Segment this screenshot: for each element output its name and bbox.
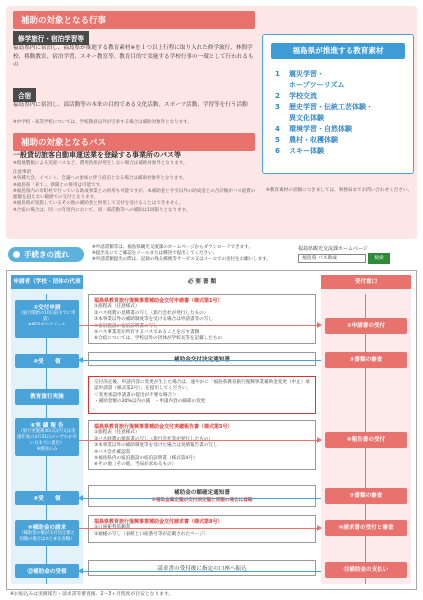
website-search-input[interactable]: 福島県 バス助成 xyxy=(298,254,366,263)
arrow-apply xyxy=(79,325,321,326)
step-2-intake: ②申請書の受付 xyxy=(325,318,407,334)
edu-item: 4 環境学習・自然体験 xyxy=(275,125,352,133)
footer-note: ※お振込みは実績報告・請求書等審査後、2～3ヶ月程度が目安となります。 xyxy=(10,592,174,597)
camp-subheading: 合宿 xyxy=(13,88,36,102)
step-9-claim: ⑨補助金の請求 （補助金の額が交付決定額と同額の場合は⑦と⑧を省略） xyxy=(15,520,79,546)
step-4-receipt: ④受 領 xyxy=(15,354,79,368)
documents-column-header: 必 要 書 類 xyxy=(187,279,217,285)
eligible-bus-heading: 補助の対象となるバス xyxy=(13,133,255,151)
step-7-review: ⑦書類の審査 xyxy=(325,488,407,504)
step-10-intake: ⑩請求書の受付と審査 xyxy=(325,520,407,536)
edu-item: 1 震災学習・ xyxy=(275,70,324,78)
edu-item: 5 農村・収穫体験 xyxy=(275,136,338,144)
edu-item: 2 学校交流 xyxy=(275,92,317,100)
camp-text: 福島県内に宿泊し、部活動等の本来の目的である文化活動、スポーツ活動、学習等を行う活動 xyxy=(13,102,248,108)
edu-item: 6 スキー体験 xyxy=(275,147,324,155)
step-8-receipt: ⑧受 領 xyxy=(15,491,79,505)
eligible-events-heading: 補助の対象となる行事 xyxy=(13,11,255,29)
edu-materials-note: ※教育素材の詳細につきましては、事務局までお問い合わせください。 xyxy=(266,188,413,193)
eligible-bus-note: ※現地製税による送迎バスなど、費用負担が発生しない場合は補助対象外となります。 xyxy=(13,161,188,166)
trip-execution: 教育旅行実施 xyxy=(15,389,79,405)
decision-notice: 補助金交付決定通知書 xyxy=(88,352,316,366)
amount-notice: 補助金の額確定通知書 ※補助金確定額が交付決定額と同額の場合は省略 xyxy=(88,485,316,507)
payment-text: 請求書の受付後に指定の口座へ振込 xyxy=(88,560,316,576)
applicant-column-header: 申請者（学校・団体の代表 xyxy=(11,275,83,289)
arrow-amount xyxy=(79,498,321,499)
step-6-intake: ⑥報告書の受付 xyxy=(325,432,407,448)
edu-item: 3 歴史学習・伝統工芸体験・ xyxy=(275,103,373,111)
school-trip-text: 福島県内に宿泊し、福島県が推進する教育素材※を１つ以上行程に取り入れた修学旅行、林間学校、移動教室、宿泊学習、スキー教室等、教育目的で実施する学校行事の一環として行われるもの xyxy=(13,45,254,69)
arrow-report xyxy=(79,440,321,441)
edu-materials-box xyxy=(262,34,414,174)
procedure-heading: 手続きの流れ xyxy=(8,247,84,262)
camp-note: ※中学校・高等学校については、学校教員以外が引率する場合は補助対象外となります。 xyxy=(13,120,192,125)
step-1-application: ①交付申請 （旅行開始の10日前までに申請） xyxy=(15,300,79,332)
step-12-receipt: ⑫補助金の受領 xyxy=(15,564,79,578)
procedure-notes: ※申請書類等は、福島県観光交流課のホームページからダウンロードできます。 ※提出先にてご確認をメールまたは郵送で提出してください。 ※申請書類提出の際は、記録の残る郵便等サービス又はメールでの送付をお願いします。 xyxy=(92,245,271,263)
website-label: 福島県観光交流課ホームページ xyxy=(298,246,368,252)
step-11-payment: ⑪補助金の支払い xyxy=(325,562,407,578)
arrow-claim xyxy=(79,528,321,529)
school-trip-subheading: 修学旅行・宿泊学習等 xyxy=(13,31,89,45)
eligible-bus-text: 一般貸切旅客自動車運送業を登録する事業所のバス等 xyxy=(13,151,181,159)
application-documents: 福島県教育旅行復興事業補助金交付申請書（様式第1号） ①旅程表（任意様式） ②バス経費の見積書の写し（旅行会社が発行したもの） ③本事業以外の補助制度等を受ける場合は申請書等の写し ④宿泊施設の宿泊証明書の写し ⑤バス事業者が所有するバスであることを示す書類 ⑥合宿については、学校以外の団体が学校長等を記載したもの xyxy=(88,294,316,344)
edu-materials-list xyxy=(275,69,373,157)
change-notice: 交付決定後、申請内容に変更が生じた場合は、速やかに「福島県教育旅行復興事業補助金変更（中止）承認申請書（様式第2号）」を提出してください。 ＜変更承認申請書の提出が不要な場合＞ ・補助金額の20%以内の減 ・申請内容の細部の変更 xyxy=(88,376,316,414)
notes-block: 注意事項 ※各種大会、イベント、会議への参加に伴う宿泊となる場合は補助対象外となります。 ※福島県「来て」、新聞との併用は可能です。 ※福島県内の市町村で行っている助成事業との併用も可能ですが、本補助金と手引以外の助成金との合計額がバス経費の総額を超えない範囲での交付となります。 ※福島県が実施しているその他の補助金と併用して交付を受けることはできません。 ※合宿の場合は、同一の年度内において、同一部活動等への補助は1回限りとなります。 xyxy=(13,170,256,213)
step-3-review: ③書類の審査 xyxy=(325,352,407,368)
arrow-payment xyxy=(79,571,321,572)
report-documents: 福島県教育旅行復興事業補助金交付実績報告書（様式第5号） ①旅程表（任意様式） ②バス経費の領収書の写し（旅行会社等が発行したもの） ③本事業以外の補助制度等を受けた場合は実績報告書の写し ④バス会社確認書 ⑤福島県内の宿泊施設の宿泊証明書（様式第4号） ⑥その他（その他、当局が求めるもの） xyxy=(88,420,316,470)
step-6-report: ⑥実 績 報 告 （旅行実施後30日以内又は実施年度の3月31日のいずれか早い日までに提出） ※郵送のみ xyxy=(15,418,79,456)
website-search-button[interactable]: 検索 xyxy=(368,253,390,264)
claim-documents: 福島県教育旅行復興事業補助金交付請求書（様式第8号） ①口座振替依頼書 ②通帳の写し（表紙と口座番号等が記載されたページ） xyxy=(88,515,316,543)
edu-materials-title: 福島県が推進する教育素材 xyxy=(271,43,405,59)
arrow-decision xyxy=(79,360,321,361)
step-1-spacer xyxy=(15,325,79,338)
office-column-header: 受付窓口 xyxy=(321,275,411,289)
edu-item-cont: ホープツーリズム xyxy=(289,81,345,89)
edu-item-cont: 異文化体験 xyxy=(289,114,324,122)
